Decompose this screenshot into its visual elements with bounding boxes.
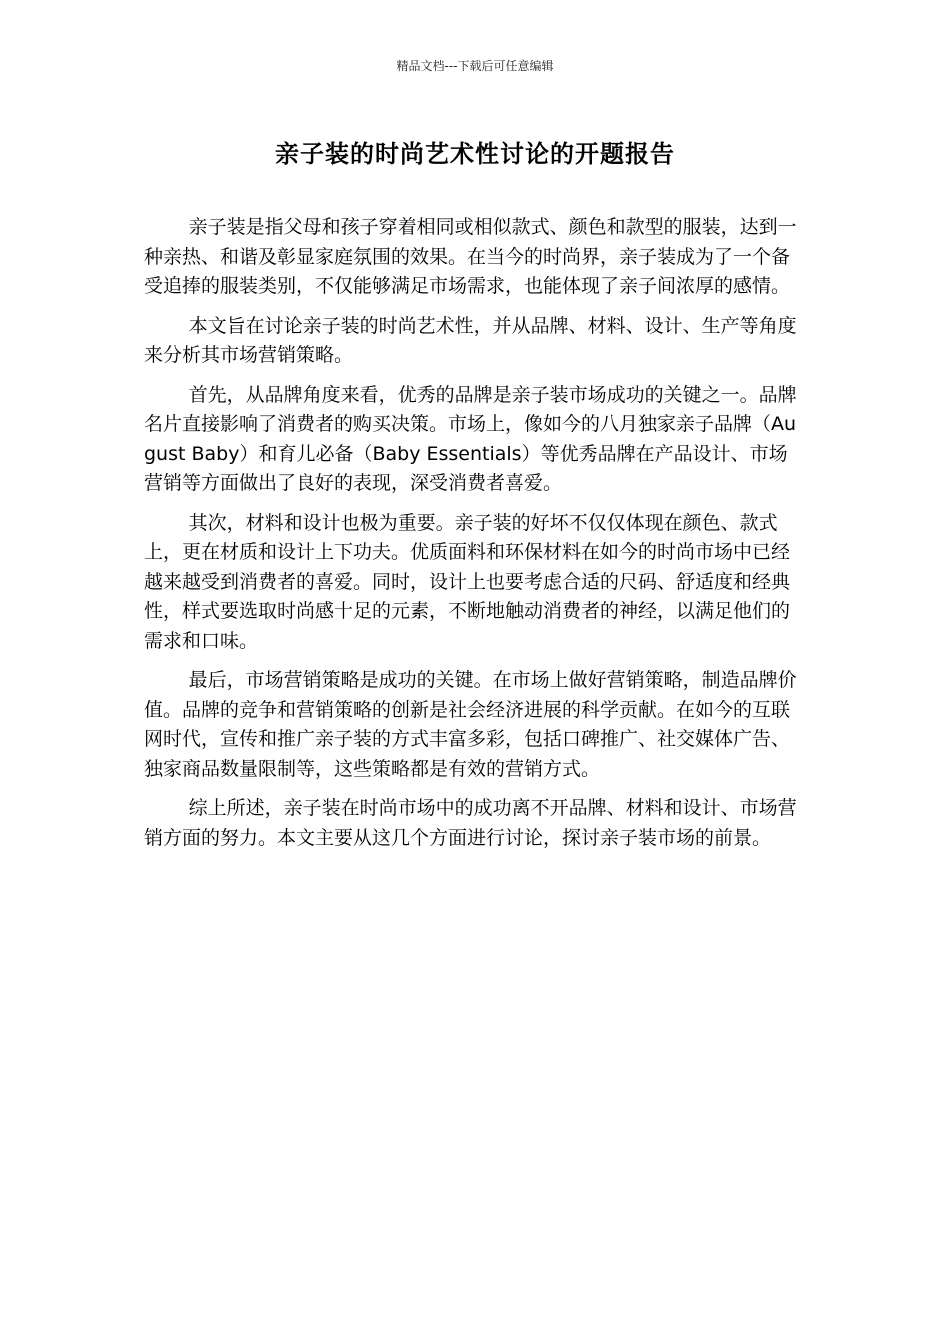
paragraph-marketing: 最后，市场营销策略是成功的关键。在市场上做好营销策略，制造品牌价值。品牌的竞争和营销策略的创新是社会经济进展的科学贡献。在如今的互联网时代，宣传和推广亲子装的方式丰富多彩，包括口碑推广、社交媒体广告、独家商品数量限制等，这些策略都是有效的营销方式。: [144, 669, 797, 780]
paragraph-purpose: 本文旨在讨论亲子装的时尚艺术性，并从品牌、材料、设计、生产等角度来分析其市场营销策略。: [144, 314, 797, 366]
document-title: 亲子装的时尚艺术性讨论的开题报告: [275, 140, 675, 168]
paragraph-material-design: 其次，材料和设计也极为重要。亲子装的好坏不仅仅体现在颜色、款式上，更在材质和设计上下功夫。优质面料和环保材料在如今的时尚市场中已经越来越受到消费者的喜爱。同时，设计上也要考虑合适的尺码、舒适度和经典性，样式要选取时尚感十足的元素，不断地触动消费者的神经，以满足他们的需求和口味。: [144, 511, 791, 652]
paragraph-brand: 首先，从品牌角度来看，优秀的品牌是亲子装市场成功的关键之一。品牌名片直接影响了消费者的购买决策。市场上，像如今的八月独家亲子品牌（August Baby）和育儿必备（Baby Essentials）等优秀品牌在产品设计、市场营销等方面做出了良好的表现，深受消费者喜爱。: [144, 383, 797, 494]
document-body: [144, 213, 806, 863]
paragraph-conclusion: 综上所述，亲子装在时尚市场中的成功离不开品牌、材料和设计、市场营销方面的努力。本文主要从这几个方面进行讨论，探讨亲子装市场的前景。: [144, 797, 797, 849]
header-note: 精品文档---下载后可任意编辑: [396, 59, 554, 73]
paragraph-intro: 亲子装是指父母和孩子穿着相同或相似款式、颜色和款型的服装，达到一种亲热、和谐及彰显家庭氛围的效果。在当今的时尚界，亲子装成为了一个备受追捧的服装类别，不仅能够满足市场需求，也能体现了亲子间浓厚的感情。: [144, 216, 797, 297]
